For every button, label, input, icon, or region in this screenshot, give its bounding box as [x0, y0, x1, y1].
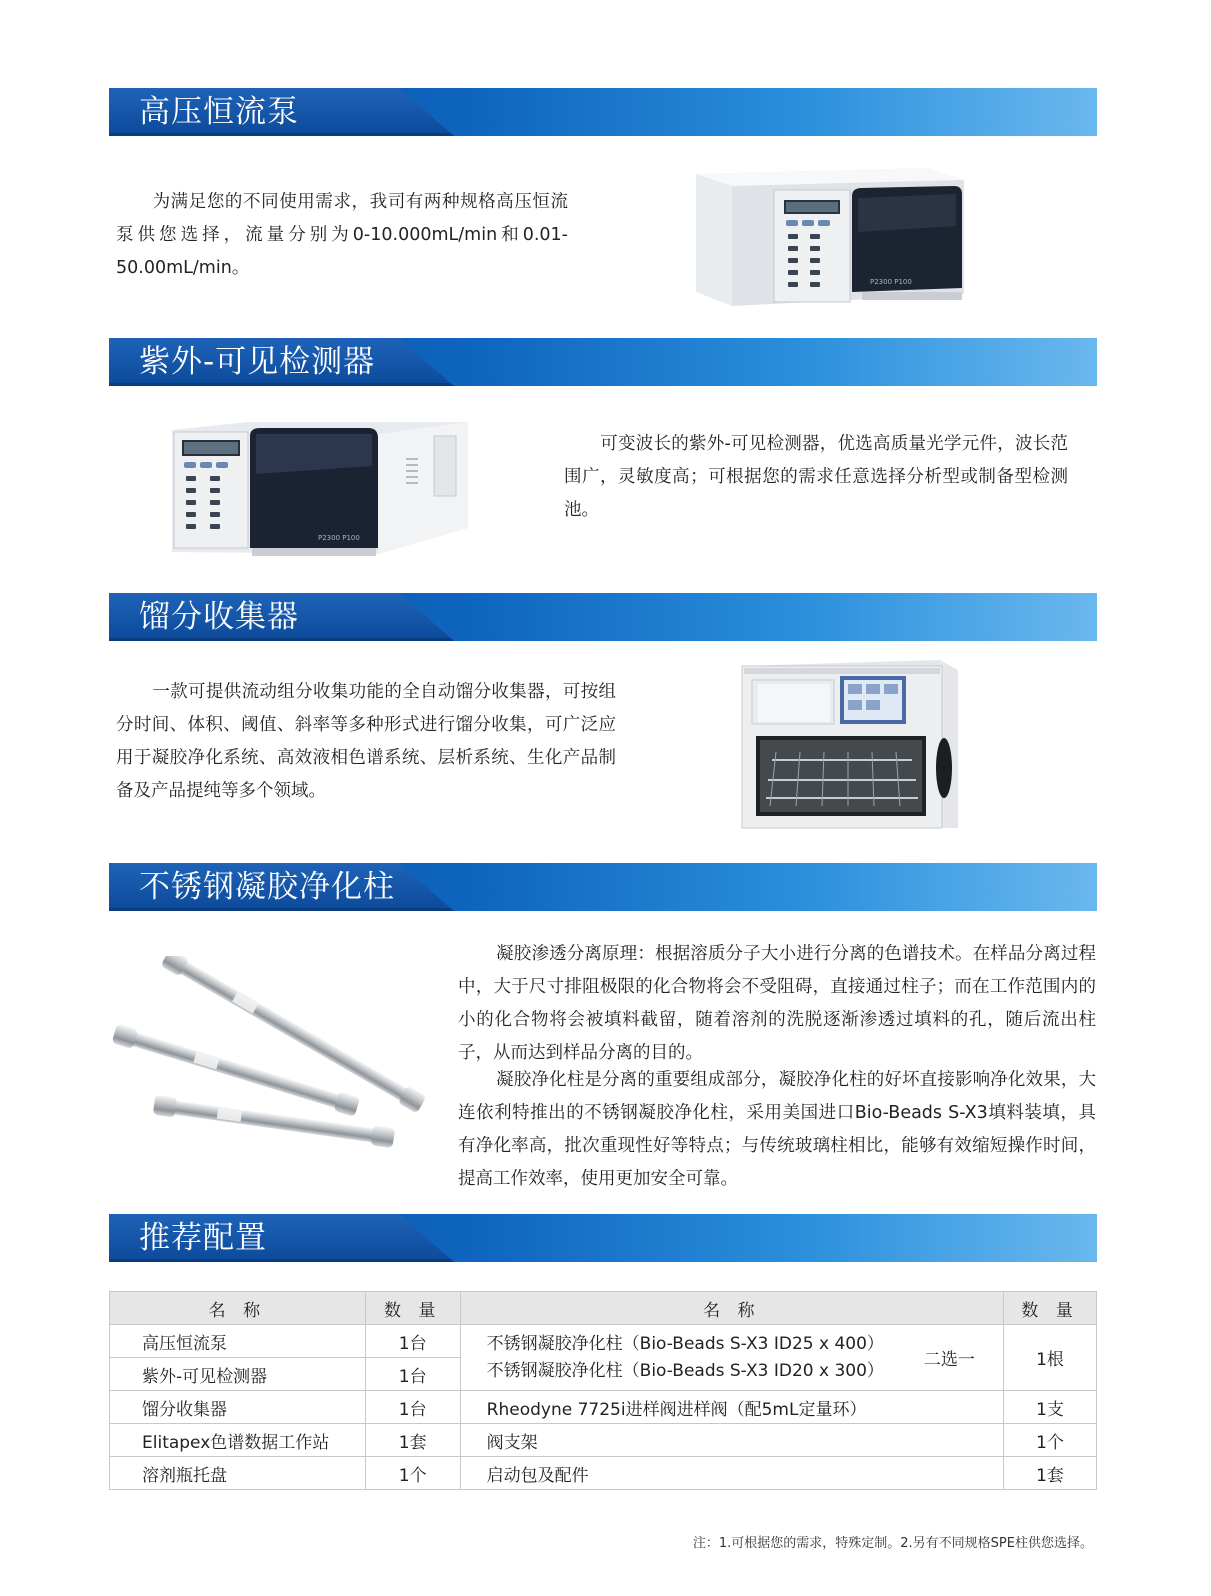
column-qty: 1根 [1004, 1325, 1097, 1391]
column-option-b: 不锈钢凝胶净化柱（Bio-Beads S-X3 ID20 x 300） [486, 1360, 884, 1381]
section-title: 高压恒流泵 [139, 94, 299, 130]
item-name: 溶剂瓶托盘 [110, 1457, 366, 1490]
detector-description: 可变波长的紫外-可见检测器，优选高质量光学元件，波长范围广，灵敏度高；可根据您的需求任意选择分析型或制备型检测池。 [564, 434, 1068, 520]
item-qty: 1台 [365, 1358, 460, 1391]
item-name: Rheodyne 7725i进样阀进样阀（配5mL定量环） [460, 1391, 1003, 1424]
table-row [110, 1424, 1097, 1457]
section-title: 馏分收集器 [139, 599, 299, 635]
section-header-config [109, 1214, 1097, 1262]
item-name: 紫外-可见检测器 [110, 1358, 366, 1391]
config-table [109, 1291, 1097, 1490]
choose-one-label: 二选一 [923, 1350, 975, 1370]
pump-image [692, 166, 968, 314]
item-qty: 1个 [365, 1457, 460, 1490]
footnote: 注：1.可根据您的需求，特殊定制。2.另有不同规格SPE柱供您选择。 [692, 1536, 1093, 1551]
collector-image [736, 656, 960, 832]
section-title: 不锈钢凝胶净化柱 [139, 869, 395, 905]
item-name: Elitapex色谱数据工作站 [110, 1424, 366, 1457]
section-title: 紫外-可见检测器 [139, 344, 376, 380]
collector-description: 一款可提供流动组分收集功能的全自动馏分收集器，可按组分时间、体积、阈值、斜率等多种形式进行馏分收集，可广泛应用于凝胶净化系统、高效液相色谱系统、层析系统、生化产品制备及产品提纯等多个领域。 [116, 682, 616, 801]
table-row [110, 1325, 1097, 1358]
section-title: 推荐配置 [139, 1220, 267, 1256]
section-header-pump [109, 88, 1097, 136]
table-row [110, 1457, 1097, 1490]
column-image [110, 956, 430, 1152]
column-principle-text: 凝胶渗透分离原理：根据溶质分子大小进行分离的色谱技术。在样品分离过程中，大于尺寸排阻极限的化合物将会不受阻碍，直接通过柱子；而在工作范围内的小的化合物将会被填料截留，随着溶剂的洗脱逐渐渗透过填料的孔，随后流出柱子，从而达到样品分离的目的。 [458, 944, 1096, 1063]
pump-description: 为满足您的不同使用需求，我司有两种规格高压恒流泵供您选择，流量分别为0-10.000mL/min和0.01-50.00mL/min。 [116, 192, 568, 278]
column-feature-text: 凝胶净化柱是分离的重要组成部分，凝胶净化柱的好坏直接影响净化效果，大连依利特推出的不锈钢凝胶净化柱，采用美国进口Bio-Beads S-X3填料装填，具有净化率高，批次重现性好等特点；与传统玻璃柱相比，能够有效缩短操作时间，提高工作效率，使用更加安全可靠。 [458, 1070, 1096, 1189]
item-qty: 1套 [365, 1424, 460, 1457]
table-header-row [110, 1292, 1097, 1325]
pump-model-label: P2300 P100 [870, 278, 912, 286]
item-name: 馏分收集器 [110, 1391, 366, 1424]
section-header-detector [109, 338, 1097, 386]
item-name: 阀支架 [460, 1424, 1003, 1457]
item-qty: 1台 [365, 1391, 460, 1424]
item-qty: 1支 [1004, 1391, 1097, 1424]
item-qty: 1台 [365, 1325, 460, 1358]
column-options-cell [460, 1325, 1003, 1391]
header-qty: 数 量 [365, 1292, 460, 1325]
table-row [110, 1391, 1097, 1424]
item-name: 高压恒流泵 [110, 1325, 366, 1358]
section-header-collector [109, 593, 1097, 641]
column-option-a: 不锈钢凝胶净化柱（Bio-Beads S-X3 ID25 x 400） [486, 1333, 884, 1354]
item-name: 启动包及配件 [460, 1457, 1003, 1490]
header-name: 名 称 [460, 1292, 1003, 1325]
item-qty: 1个 [1004, 1424, 1097, 1457]
detector-image [168, 416, 470, 560]
header-name: 名 称 [110, 1292, 366, 1325]
header-qty: 数 量 [1004, 1292, 1097, 1325]
detector-model-label: P2300 P100 [318, 534, 360, 542]
section-header-column [109, 863, 1097, 911]
item-qty: 1套 [1004, 1457, 1097, 1490]
